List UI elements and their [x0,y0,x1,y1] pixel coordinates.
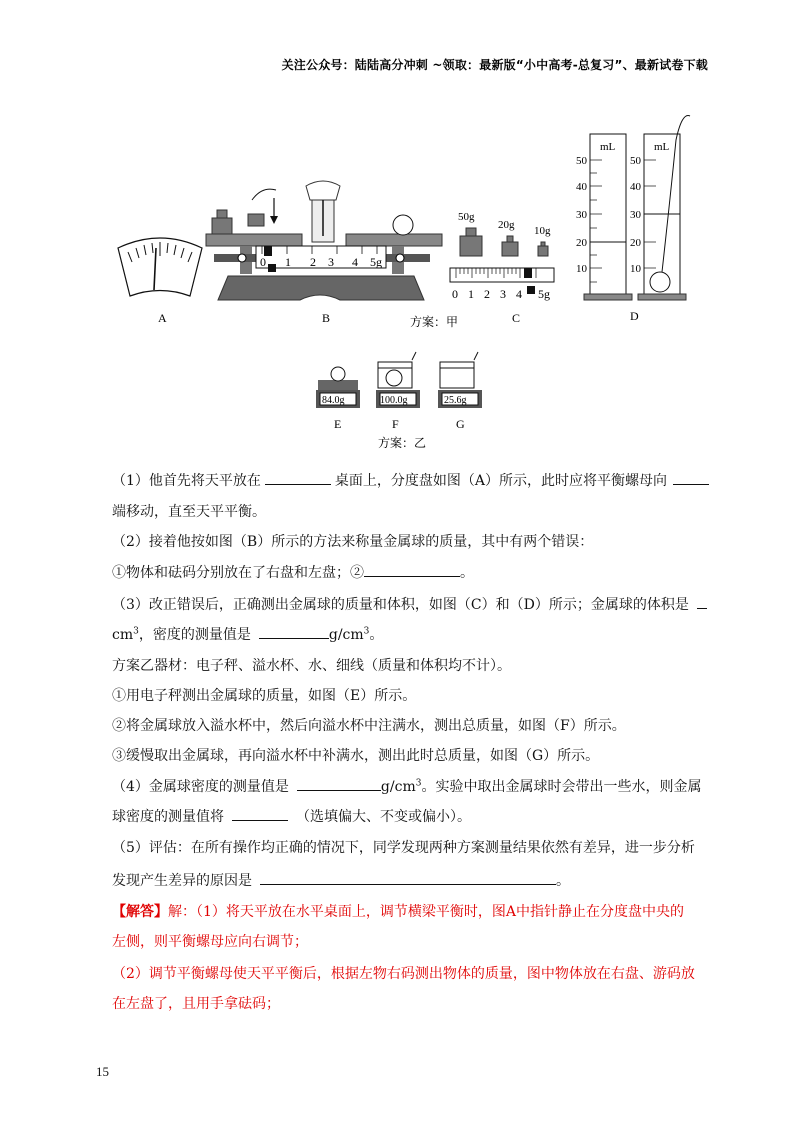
scale-g-reading: 25.6g [444,395,467,406]
ruler-c-tick: 4 [516,287,522,301]
cylinder-tick: 40 [630,181,641,193]
experiment-figure [0,0,800,460]
ruler-b-tick: 4 [352,255,358,269]
balance-b-icon [206,181,442,300]
answer-line-3: （2）调节平衡螺母使天平平衡后，根据左物右码测出物体的质量，图中物体放在右盘、游码放 [112,966,695,982]
q4-text-d: 球密度的测量值将 [112,809,224,825]
cylinder-tick: 50 [630,155,641,167]
q5-text-b: 发现产生差异的原因是 [112,873,252,889]
answer-line-2: 左侧，则平衡螺母应向右调节； [112,934,308,950]
cylinder-unit-label: mL [654,141,670,153]
q1-text-b: 桌面上，分度盘如图（A）所示，此时应将平衡螺母向 [334,473,668,489]
q3-text-e: 。 [369,627,384,643]
label-d: D [630,309,639,323]
weight-20g-label: 20g [498,219,515,231]
q3-blank-2[interactable] [259,624,329,639]
question-3-line-1 [112,594,712,615]
ruler-b-tick: 5g [370,255,382,269]
ruler-c-tick: 1 [468,287,474,301]
question-4-line-1 [112,776,712,797]
dial-a-icon [118,238,202,296]
q3-text-c: ，密度的测量值是 [138,627,251,643]
page-header: 关注公众号：陆陆高分冲刺 ~领取：最新版“小中高考-总复习”、最新试卷下载 [281,58,708,72]
q2-blank[interactable] [364,562,460,577]
q3-unit-gcm: g/cm [328,627,364,643]
question-2-line-2 [112,562,712,583]
ruler-c-tick: 2 [484,287,490,301]
label-c: C [512,311,521,325]
answer-1-text: 解：（1）将天平放在水平桌面上，调节横梁平衡时，图A中指针静止在分度盘中央的 [168,904,685,920]
question-5-line-2 [112,870,712,891]
cylinder-tick: 10 [576,263,587,275]
q3-sup-1: 3 [133,626,139,637]
q3-sup-2: 3 [363,626,370,637]
cylinder-tick: 40 [576,181,587,193]
q4-text-a: （4）金属球密度的测量值是 [112,779,289,795]
caption-yi: 方案：乙 [378,436,427,450]
scale-readings [322,395,467,406]
ruler-c-tick: 5g [538,287,550,301]
question-4-line-2 [112,806,712,827]
q3-blank-1[interactable] [697,594,707,609]
page-number: 15 [96,1064,109,1079]
weight-50g-label: 50g [458,211,475,223]
question-3-line-2 [112,624,712,645]
label-g: G [456,417,465,431]
ruler-b-tick: 1 [285,255,291,269]
question-1-line-2: 端移动，直至天平平衡。 [112,504,266,520]
scale-e-reading: 84.0g [322,395,345,406]
cylinder-tick: 20 [576,237,587,249]
q3-unit-cm: cm [112,627,134,643]
question-1-line-1 [112,470,712,491]
plan-b-materials: 方案乙器材：电子秤、溢水杯、水、细线（质量和体积均不计）。 [112,658,511,674]
cylinder-tick: 20 [630,237,641,249]
question-5-line-1: （5）评估：在所有操作均正确的情况下，同学发现两种方案测量结果依然有差异，进一步分析 [112,840,695,856]
label-e: E [334,417,342,431]
q5-blank[interactable] [260,870,556,885]
ruler-c-ticks [452,287,550,301]
q4-blank-2[interactable] [232,806,288,821]
ruler-c-tick: 0 [452,287,458,301]
cylinder-tick: 10 [630,263,641,275]
q1-blank-2[interactable] [673,470,709,485]
label-f: F [392,417,399,431]
label-b: B [322,311,331,325]
q2-text-c: 。 [460,565,474,581]
q4-blank-1[interactable] [297,776,381,791]
plan-b-step-2: ②将金属球放入溢水杯中，然后向溢水杯中注满水，测出总质量，如图（F）所示。 [112,718,626,734]
scale-f-reading: 100.0g [380,395,408,406]
cylinder-tick: 30 [630,209,641,221]
ruler-b-tick: 0 [260,255,266,269]
caption-jia: 方案：甲 [410,315,459,329]
plan-b-step-3: ③缓慢取出金属球，再向溢水杯中补满水，测出此时总质量，如图（G）所示。 [112,748,600,764]
q5-text-c: 。 [556,873,570,889]
ruler-b-tick: 3 [328,255,334,269]
q2-text-b: ①物体和砝码分别放在了右盘和左盘；② [112,565,364,581]
cylinder-unit-label: mL [600,141,616,153]
plan-b-step-1: ①用电子秤测出金属球的质量，如图（E）所示。 [112,688,417,704]
q4-text-e: （选填偏大、不变或偏小）。 [296,809,471,825]
q1-text-a: （1）他首先将天平放在 [112,473,261,489]
ruler-c-tick: 3 [500,287,506,301]
cylinder-tick: 30 [576,209,587,221]
answer-line-1 [112,902,712,922]
label-a: A [158,311,167,325]
cylinder-tick: 50 [576,155,587,167]
weight-10g-label: 10g [534,225,551,237]
answer-tag: 【解答】 [112,904,168,920]
q4-unit-gcm: g/cm [380,779,416,795]
ruler-b-tick: 2 [310,255,316,269]
q3-text-a: （3）改正错误后，正确测出金属球的质量和体积，如图（C）和（D）所示；金属球的体积是 [112,597,689,613]
answer-line-4: 在左盘了，且用手拿砝码； [112,996,280,1012]
question-2-line-1: （2）接着他按如图（B）所示的方法来称量金属球的质量，其中有两个错误： [112,534,594,550]
q4-text-c: 。实验中取出金属球时会带出一些水，则金属 [421,779,702,795]
q4-sup: 3 [415,778,422,789]
weights-c-icon [450,228,554,294]
q1-blank-1[interactable] [265,470,331,485]
